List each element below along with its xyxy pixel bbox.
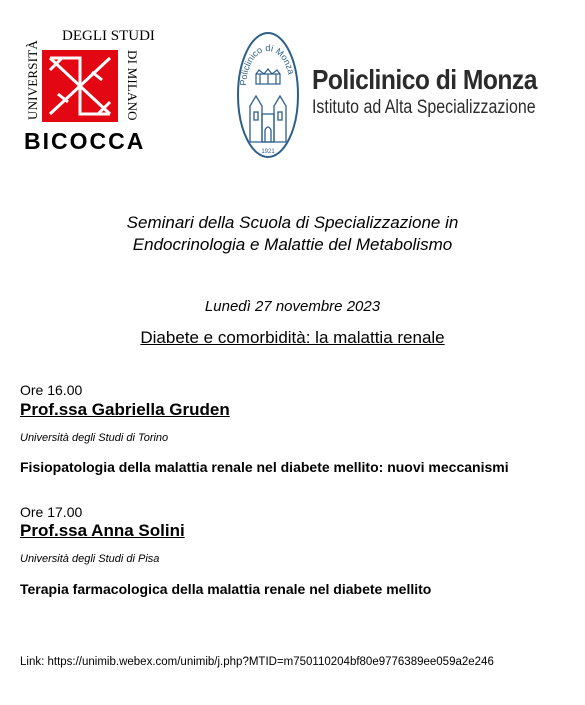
bicocca-emblem: [24, 28, 140, 128]
logo-left-text: UNIVERSITÀ: [25, 40, 40, 120]
talk-2-speaker: Prof.ssa Anna Solini: [20, 521, 185, 540]
seal-year: 1921: [261, 149, 275, 155]
event-title-text: Diabete e comorbidità: la malattia renale: [140, 328, 445, 347]
logo-word: BICOCCA: [24, 128, 146, 154]
policlinico-name: Policlinico di Monza: [312, 64, 537, 95]
webex-link[interactable]: Link: https://unimib.webex.com/unimib/j.php?MTID=m750110204bf80e9776389ee059a2e246: [20, 656, 494, 668]
bicocca-logo: [24, 28, 155, 156]
series-line-1: Seminari della Scuola di Specializzazione in: [126, 213, 459, 232]
talk-1-topic: Fisiopatologia della malattia renale nel diabete mellito: nuovi meccanismi: [20, 459, 509, 475]
talk-1-time: Ore 16.00: [20, 382, 83, 398]
talk-2-topic: Terapia farmacologica della malattia renale nel diabete mellito: [20, 581, 432, 597]
event-date: Lunedì 27 novembre 2023: [204, 298, 381, 315]
logo-right-text: DI MILANO: [125, 50, 140, 121]
event-title: [0, 328, 585, 348]
talk-1-affiliation: Università degli Studi di Torino: [20, 432, 169, 444]
policlinico-subtitle: Istituto ad Alta Specializzazione: [312, 97, 536, 118]
talk-1-speaker: Prof.ssa Gabriella Gruden: [20, 400, 230, 419]
talk-2-time: Ore 17.00: [20, 504, 83, 520]
policlinico-seal: [236, 30, 300, 160]
logo-top-text: DEGLI STUDI: [62, 28, 155, 44]
seal-arc-text: Policlinico di Monza: [238, 42, 297, 87]
series-line-2: Endocrinologia e Malattie del Metabolismo: [132, 235, 453, 254]
talk-2-affiliation: Università degli Studi di Pisa: [20, 553, 160, 565]
